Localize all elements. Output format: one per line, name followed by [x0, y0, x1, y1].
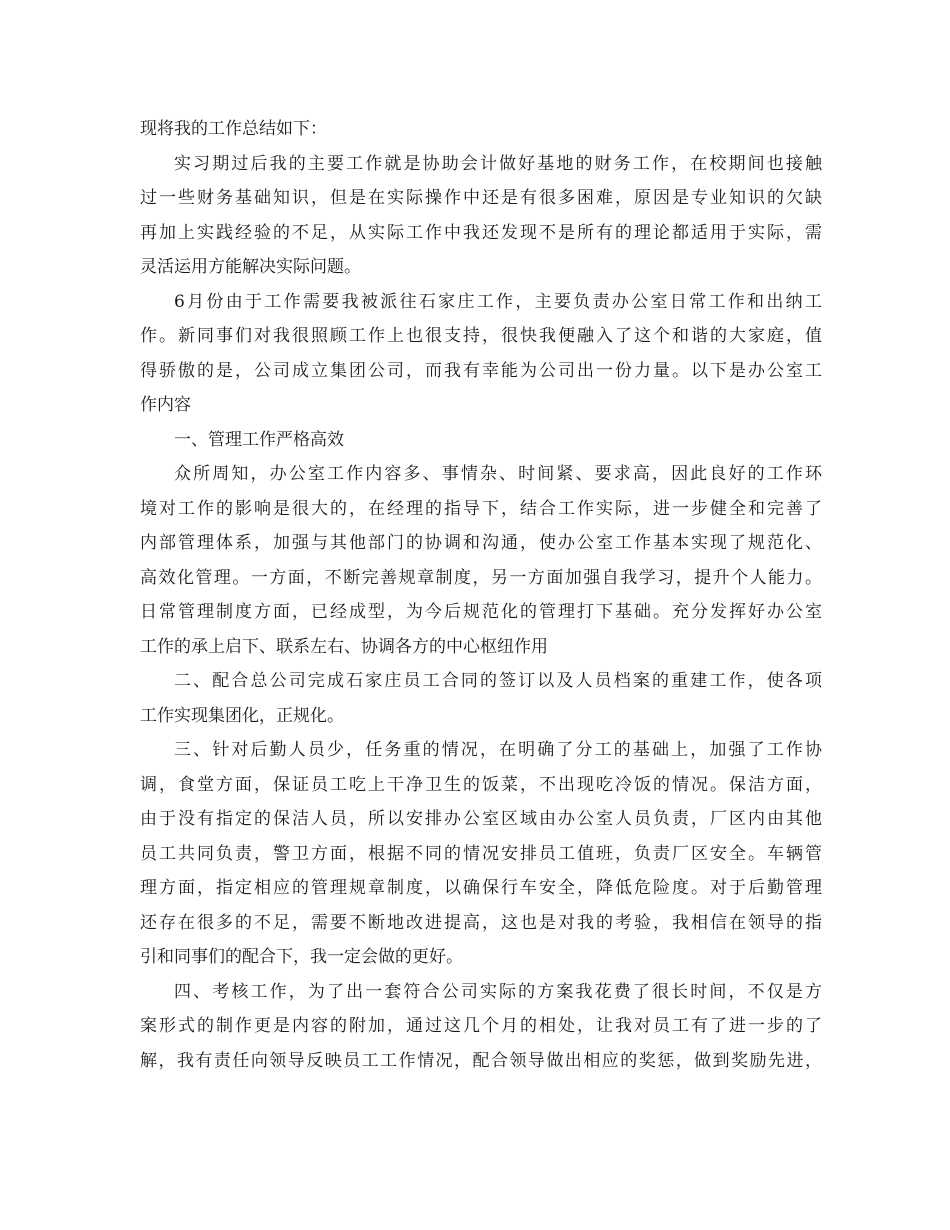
text-line: 过一些财务基础知识，但是在实际操作中还是有很多困难，原因是专业知识的欠缺 — [140, 188, 822, 208]
text-line: 得骄傲的是，公司成立集团公司，而我有幸能为公司出一份力量。以下是办公室工 — [140, 360, 822, 381]
text-line: 案形式的制作更是内容的附加，通过这几个月的相处，让我对员工有了进一步的了 — [140, 1016, 822, 1036]
text-line: 还存在很多的不足，需要不断地改进提高，这也是对我的考验，我相信在领导的指 — [140, 912, 822, 933]
text-line: 作。新同事们对我很照顾工作上也很支持，很快我便融入了这个和谐的大家庭，值 — [140, 326, 822, 346]
text-line: 二、配合总公司完成石家庄员工合同的签订以及人员档案的重建工作，使各项 — [174, 671, 822, 691]
text-line: 解，我有责任向领导反映员工工作情况，配合领导做出相应的奖惩，做到奖励先进， — [140, 1050, 822, 1071]
text-line: 员工共同负责，警卫方面，根据不同的情况安排员工值班，负责厂区安全。车辆管 — [140, 843, 822, 864]
text-line: 工作实现集团化，正规化。 — [140, 705, 344, 726]
text-line: 境对工作的影响是很大的，在经理的指导下，结合工作实际，进一步健全和完善了 — [140, 498, 822, 519]
text-line: 现将我的工作总结如下： — [140, 119, 327, 139]
text-line: 工作的承上启下、联系左右、协调各方的中心枢纽作用 — [140, 636, 548, 657]
text-line: 众所周知，办公室工作内容多、事情杂、时间紧、要求高，因此良好的工作环 — [174, 464, 822, 484]
text-line: 一、管理工作严格高效 — [174, 429, 344, 450]
text-line: 实习期过后我的主要工作就是协助会计做好基地的财务工作，在校期间也接触 — [174, 153, 822, 174]
text-line: 灵活运用方能解决实际问题。 — [140, 257, 361, 277]
text-line: 再加上实践经验的不足，从实际工作中我还发现不是所有的理论都适用于实际，需 — [140, 222, 822, 243]
text-line: 四、考核工作，为了出一套符合公司实际的方案我花费了很长时间，不仅是方 — [174, 981, 822, 1002]
text-line: 高效化管理。一方面，不断完善规章制度，另一方面加强自我学习，提升个人能力。 — [140, 567, 822, 588]
text-line: 内部管理体系，加强与其他部门的协调和沟通，使办公室工作基本实现了规范化、 — [140, 533, 822, 553]
text-line: 由于没有指定的保洁人员，所以安排办公室区域由办公室人员负责，厂区内由其他 — [140, 809, 822, 829]
text-line: 理方面，指定相应的管理规章制度，以确保行车安全，降低危险度。对于后勤管理 — [140, 878, 822, 898]
text-line: 作内容 — [140, 395, 191, 415]
document-body — [140, 112, 822, 1078]
text-line: 调，食堂方面，保证员工吃上干净卫生的饭菜，不出现吃冷饭的情况。保洁方面， — [140, 774, 822, 795]
text-line: 6月份由于工作需要我被派往石家庄工作，主要负责办公室日常工作和出纳工 — [174, 291, 822, 312]
text-line: 日常管理制度方面，已经成型，为今后规范化的管理打下基础。充分发挥好办公室 — [140, 602, 822, 622]
text-line: 引和同事们的配合下，我一定会做的更好。 — [140, 947, 463, 967]
text-line: 三、针对后勤人员少，任务重的情况，在明确了分工的基础上，加强了工作协 — [174, 740, 822, 760]
